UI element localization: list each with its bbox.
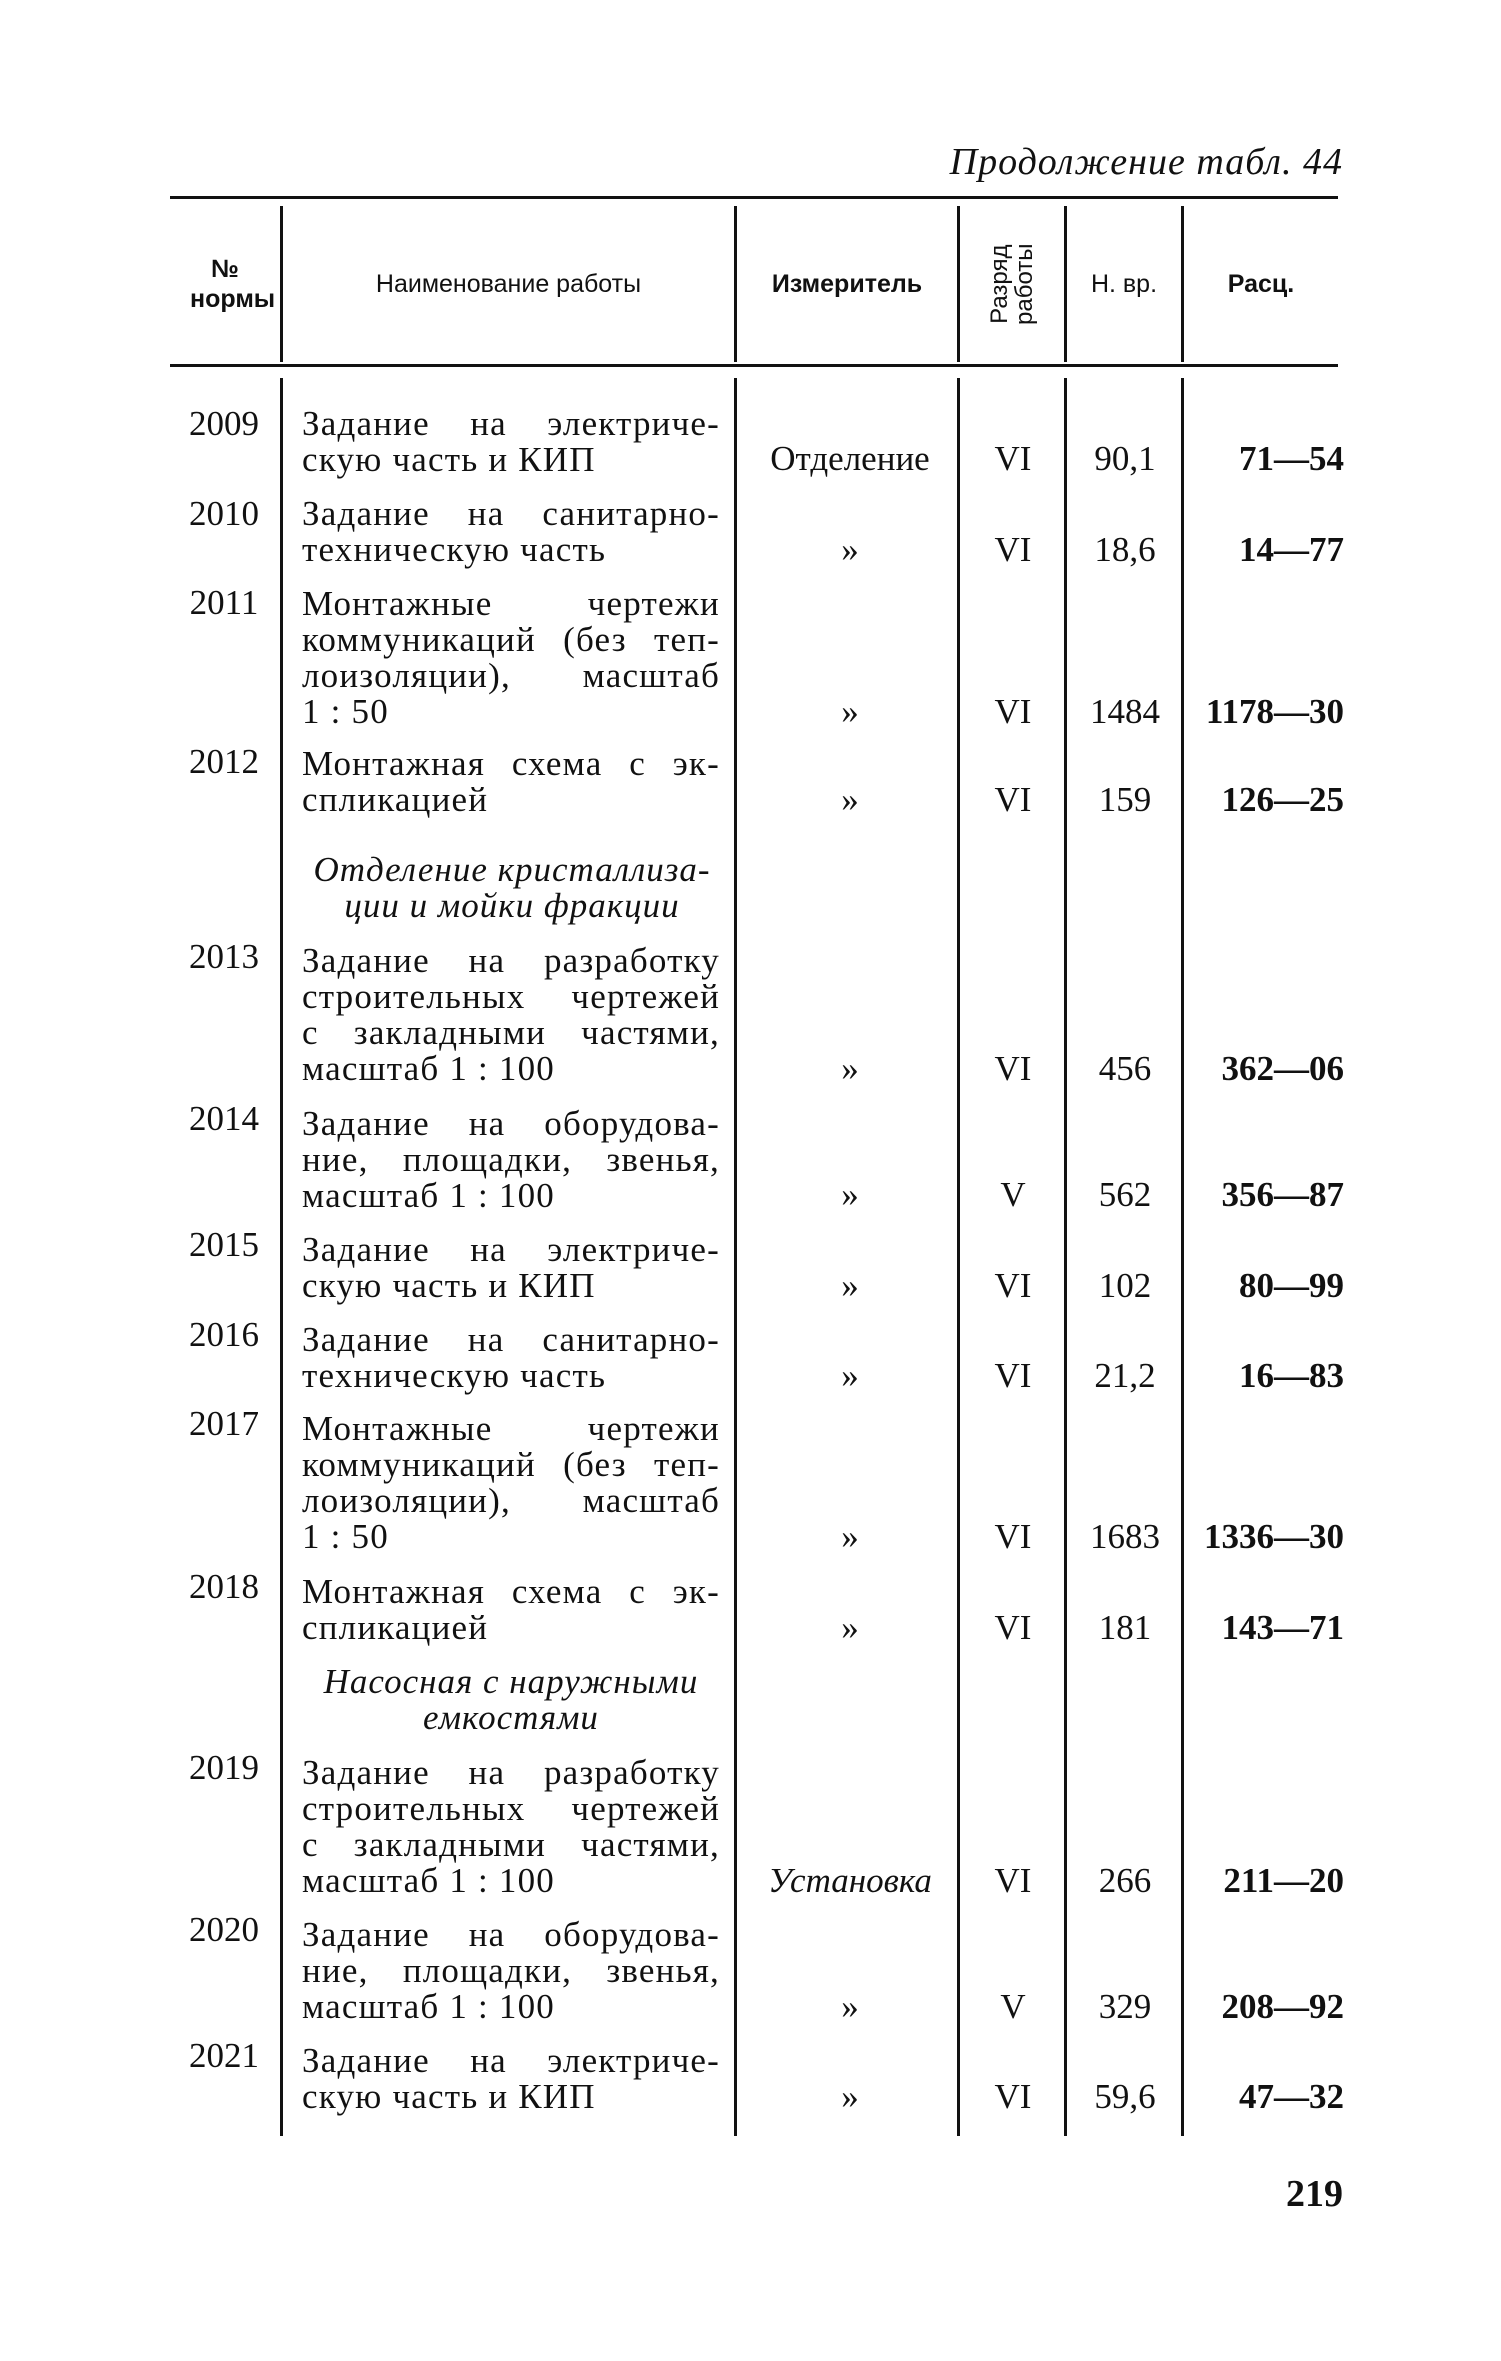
row-unit: »: [841, 1049, 859, 1088]
row-unit: »: [841, 1266, 859, 1305]
row-time-norm: 21,2: [1094, 1356, 1156, 1395]
row-norm-no: 2014: [189, 1099, 259, 1138]
row-rate: 1178—30: [1205, 692, 1344, 731]
work-name-line: Задание на оборудова-: [302, 1915, 720, 1954]
row-norm-no: 2009: [189, 404, 259, 443]
work-name-line: с закладными частями,: [302, 1825, 720, 1864]
row-norm-no: 2020: [189, 1910, 259, 1949]
row-work-name: [302, 1322, 720, 1394]
row-unit: »: [841, 1356, 859, 1395]
row-grade: VI: [994, 1608, 1032, 1647]
row-work-name: [302, 1411, 720, 1555]
row-work-name: [302, 586, 720, 730]
row-rate: 208—92: [1221, 1987, 1344, 2026]
row-work-name: [302, 1755, 720, 1899]
row-time-norm: 59,6: [1094, 2077, 1156, 2116]
row-norm-no: 2016: [189, 1315, 259, 1354]
row-rate: 1336—30: [1204, 1517, 1344, 1556]
row-grade: VI: [994, 1861, 1032, 1900]
header-work-name-label: Наименование работы: [375, 270, 642, 298]
row-norm-no: 2013: [189, 937, 259, 976]
work-name-line: лоизоляции), масштаб: [302, 656, 720, 695]
row-rate: 14—77: [1239, 530, 1344, 569]
table-top-rule: [170, 196, 1338, 199]
row-grade: VI: [994, 1517, 1032, 1556]
work-name-line: строительных чертежей: [302, 977, 720, 1016]
row-work-name: [302, 1917, 720, 2025]
row-norm-no: 2017: [189, 1404, 259, 1443]
row-norm-no: 2019: [189, 1748, 259, 1787]
row-rate: 356—87: [1221, 1175, 1344, 1214]
row-work-name: [302, 1106, 720, 1214]
row-norm-no: 2021: [189, 2036, 259, 2075]
row-norm-no: 2018: [189, 1567, 259, 1606]
row-time-norm: 159: [1098, 780, 1152, 819]
work-name-line: Монтажные чертежи: [302, 584, 720, 623]
work-name-line: 1 : 50: [302, 1517, 389, 1556]
row-unit: »: [841, 530, 859, 569]
work-name-line: строительных чертежей: [302, 1789, 720, 1828]
row-unit: »: [841, 692, 859, 731]
work-name-line: Задание на оборудова-: [302, 1104, 720, 1143]
work-name-line: коммуникаций (без теп-: [302, 1445, 720, 1484]
header-rate: [1184, 206, 1338, 362]
row-rate: 71—54: [1239, 439, 1344, 478]
page-number: 219: [1286, 2173, 1343, 2215]
work-name-line: масштаб 1 : 100: [302, 1049, 555, 1088]
header-bottom-rule: [170, 364, 1338, 367]
work-name-line: Задание на электриче-: [302, 2041, 720, 2080]
work-name-line: с закладными частями,: [302, 1013, 720, 1052]
row-rate: 211—20: [1223, 1861, 1344, 1900]
row-time-norm: 562: [1098, 1175, 1152, 1214]
work-name-line: Задание на электриче-: [302, 1230, 720, 1269]
work-name-line: масштаб 1 : 100: [302, 1176, 555, 1215]
header-work-name: [283, 206, 734, 362]
row-grade: VI: [994, 2077, 1032, 2116]
row-work-name: [302, 406, 720, 478]
column-divider: [280, 378, 283, 2136]
work-name-line: ние, площадки, звенья,: [302, 1951, 720, 1990]
row-time-norm: 329: [1098, 1987, 1152, 2026]
row-unit: »: [841, 1517, 859, 1556]
row-unit: »: [841, 1987, 859, 2026]
row-time-norm: 1683: [1090, 1517, 1160, 1556]
row-unit: »: [841, 780, 859, 819]
row-unit: Установка: [768, 1861, 932, 1900]
row-grade: VI: [994, 1266, 1032, 1305]
row-norm-no: 2011: [189, 583, 259, 622]
work-name-line: Задание на разработку: [302, 941, 720, 980]
row-rate: 80—99: [1239, 1266, 1344, 1305]
header-norm-no: [170, 206, 280, 362]
row-work-name: [302, 1574, 720, 1646]
row-time-norm: 456: [1098, 1049, 1152, 1088]
header-grade: [960, 206, 1064, 362]
section-heading: Отделение кристаллиза- ции и мойки фракции: [313, 850, 711, 925]
row-rate: 126—25: [1221, 780, 1344, 819]
row-work-name: [302, 1232, 720, 1304]
row-norm-no: 2012: [189, 742, 259, 781]
row-grade: VI: [994, 692, 1032, 731]
row-grade: VI: [994, 780, 1032, 819]
work-name-line: техническую часть: [302, 530, 607, 569]
row-time-norm: 181: [1098, 1608, 1152, 1647]
work-name-line: скую часть и КИП: [302, 1266, 596, 1305]
header-norm-no-label: № нормы: [190, 255, 276, 313]
work-name-line: масштаб 1 : 100: [302, 1987, 555, 2026]
work-name-line: спликацией: [302, 1608, 489, 1647]
work-name-line: ние, площадки, звенья,: [302, 1140, 720, 1179]
header-grade-label: Разряд работы: [985, 243, 1038, 325]
row-work-name: [302, 746, 720, 818]
header-rate-label: Расц.: [1227, 270, 1295, 298]
row-time-norm: 102: [1098, 1266, 1152, 1305]
row-grade: VI: [994, 439, 1032, 478]
work-name-line: масштаб 1 : 100: [302, 1861, 555, 1900]
row-norm-no: 2015: [189, 1225, 259, 1264]
work-name-line: Монтажная схема с эк-: [302, 1572, 720, 1611]
header-time-norm: [1067, 206, 1181, 362]
work-name-line: Задание на санитарно-: [302, 1320, 720, 1359]
row-norm-no: 2010: [189, 494, 259, 533]
row-rate: 47—32: [1239, 2077, 1344, 2116]
work-name-line: 1 : 50: [302, 692, 389, 731]
row-unit: »: [841, 1175, 859, 1214]
work-name-line: Задание на разработку: [302, 1753, 720, 1792]
row-time-norm: 18,6: [1094, 530, 1156, 569]
row-work-name: [302, 2043, 720, 2115]
table-caption: Продолжение табл. 44: [949, 141, 1343, 183]
row-unit: Отделение: [770, 439, 930, 478]
work-name-line: Монтажная схема с эк-: [302, 744, 720, 783]
row-rate: 362—06: [1221, 1049, 1344, 1088]
work-name-line: коммуникаций (без теп-: [302, 620, 720, 659]
work-name-line: спликацией: [302, 780, 489, 819]
row-unit: »: [841, 1608, 859, 1647]
row-rate: 16—83: [1239, 1356, 1344, 1395]
row-unit: »: [841, 2077, 859, 2116]
work-name-line: скую часть и КИП: [302, 440, 596, 479]
row-time-norm: 266: [1098, 1861, 1152, 1900]
work-name-line: скую часть и КИП: [302, 2077, 596, 2116]
work-name-line: Задание на санитарно-: [302, 494, 720, 533]
row-grade: VI: [994, 1049, 1032, 1088]
row-grade: VI: [994, 530, 1032, 569]
work-name-line: техническую часть: [302, 1356, 607, 1395]
row-rate: 143—71: [1221, 1608, 1344, 1647]
work-name-line: Монтажные чертежи: [302, 1409, 720, 1448]
row-work-name: [302, 943, 720, 1087]
row-time-norm: 90,1: [1094, 439, 1156, 478]
work-name-line: Задание на электриче-: [302, 404, 720, 443]
row-grade: V: [1000, 1175, 1026, 1214]
section-heading: Насосная с наружными емкостями: [323, 1662, 699, 1737]
header-unit: [737, 206, 957, 362]
row-grade: V: [1000, 1987, 1026, 2026]
row-work-name: [302, 496, 720, 568]
header-unit-label: Измеритель: [771, 270, 923, 298]
row-time-norm: 1484: [1090, 692, 1160, 731]
work-name-line: лоизоляции), масштаб: [302, 1481, 720, 1520]
row-grade: VI: [994, 1356, 1032, 1395]
header-time-norm-label: Н. вр.: [1090, 270, 1158, 298]
